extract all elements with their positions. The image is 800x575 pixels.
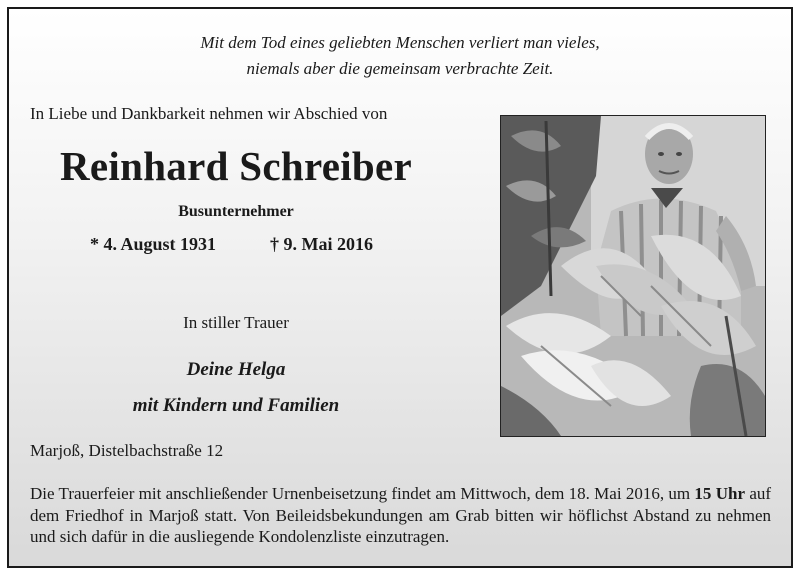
notice-time: 15 Uhr (694, 484, 745, 503)
birth-date: * 4. August 1931 (90, 234, 217, 254)
deceased-profession: Busunternehmer (178, 203, 294, 220)
deceased-name: Reinhard Schreiber (60, 143, 412, 189)
funeral-notice (30, 483, 771, 548)
notice-part-2: auf dem Friedhof in Marjoß statt. Von Beileidsbekundungen am Grab bitten wir höflichst Abstand zu nehmen und sich dafür in die ausliegende Kondolenzliste einzutragen. (30, 484, 772, 546)
address: Marjoß, Distelbachstraße 12 (30, 441, 224, 460)
verse-line-1: Mit dem Tod eines geliebten Menschen verliert man vieles, (200, 33, 600, 52)
mourners-line-2: mit Kindern und Familien (132, 395, 340, 416)
portrait-photo (500, 115, 766, 437)
mourning-intro: In stiller Trauer (183, 313, 289, 332)
verse (0, 30, 800, 82)
intro-text: In Liebe und Dankbarkeit nehmen wir Abschied von (30, 104, 388, 123)
mourners-block (30, 352, 442, 424)
notice-part-1: Die Trauerfeier mit anschließender Urnenbeisetzung findet am Mittwoch, dem 18. Mai 2016, um (30, 484, 691, 503)
mourners-line-1: Deine Helga (186, 359, 286, 380)
death-date: † 9. Mai 2016 (270, 234, 373, 254)
portrait-photo-icon (501, 116, 765, 436)
verse-line-2: niemals aber die gemeinsam verbrachte Zeit. (246, 59, 554, 78)
